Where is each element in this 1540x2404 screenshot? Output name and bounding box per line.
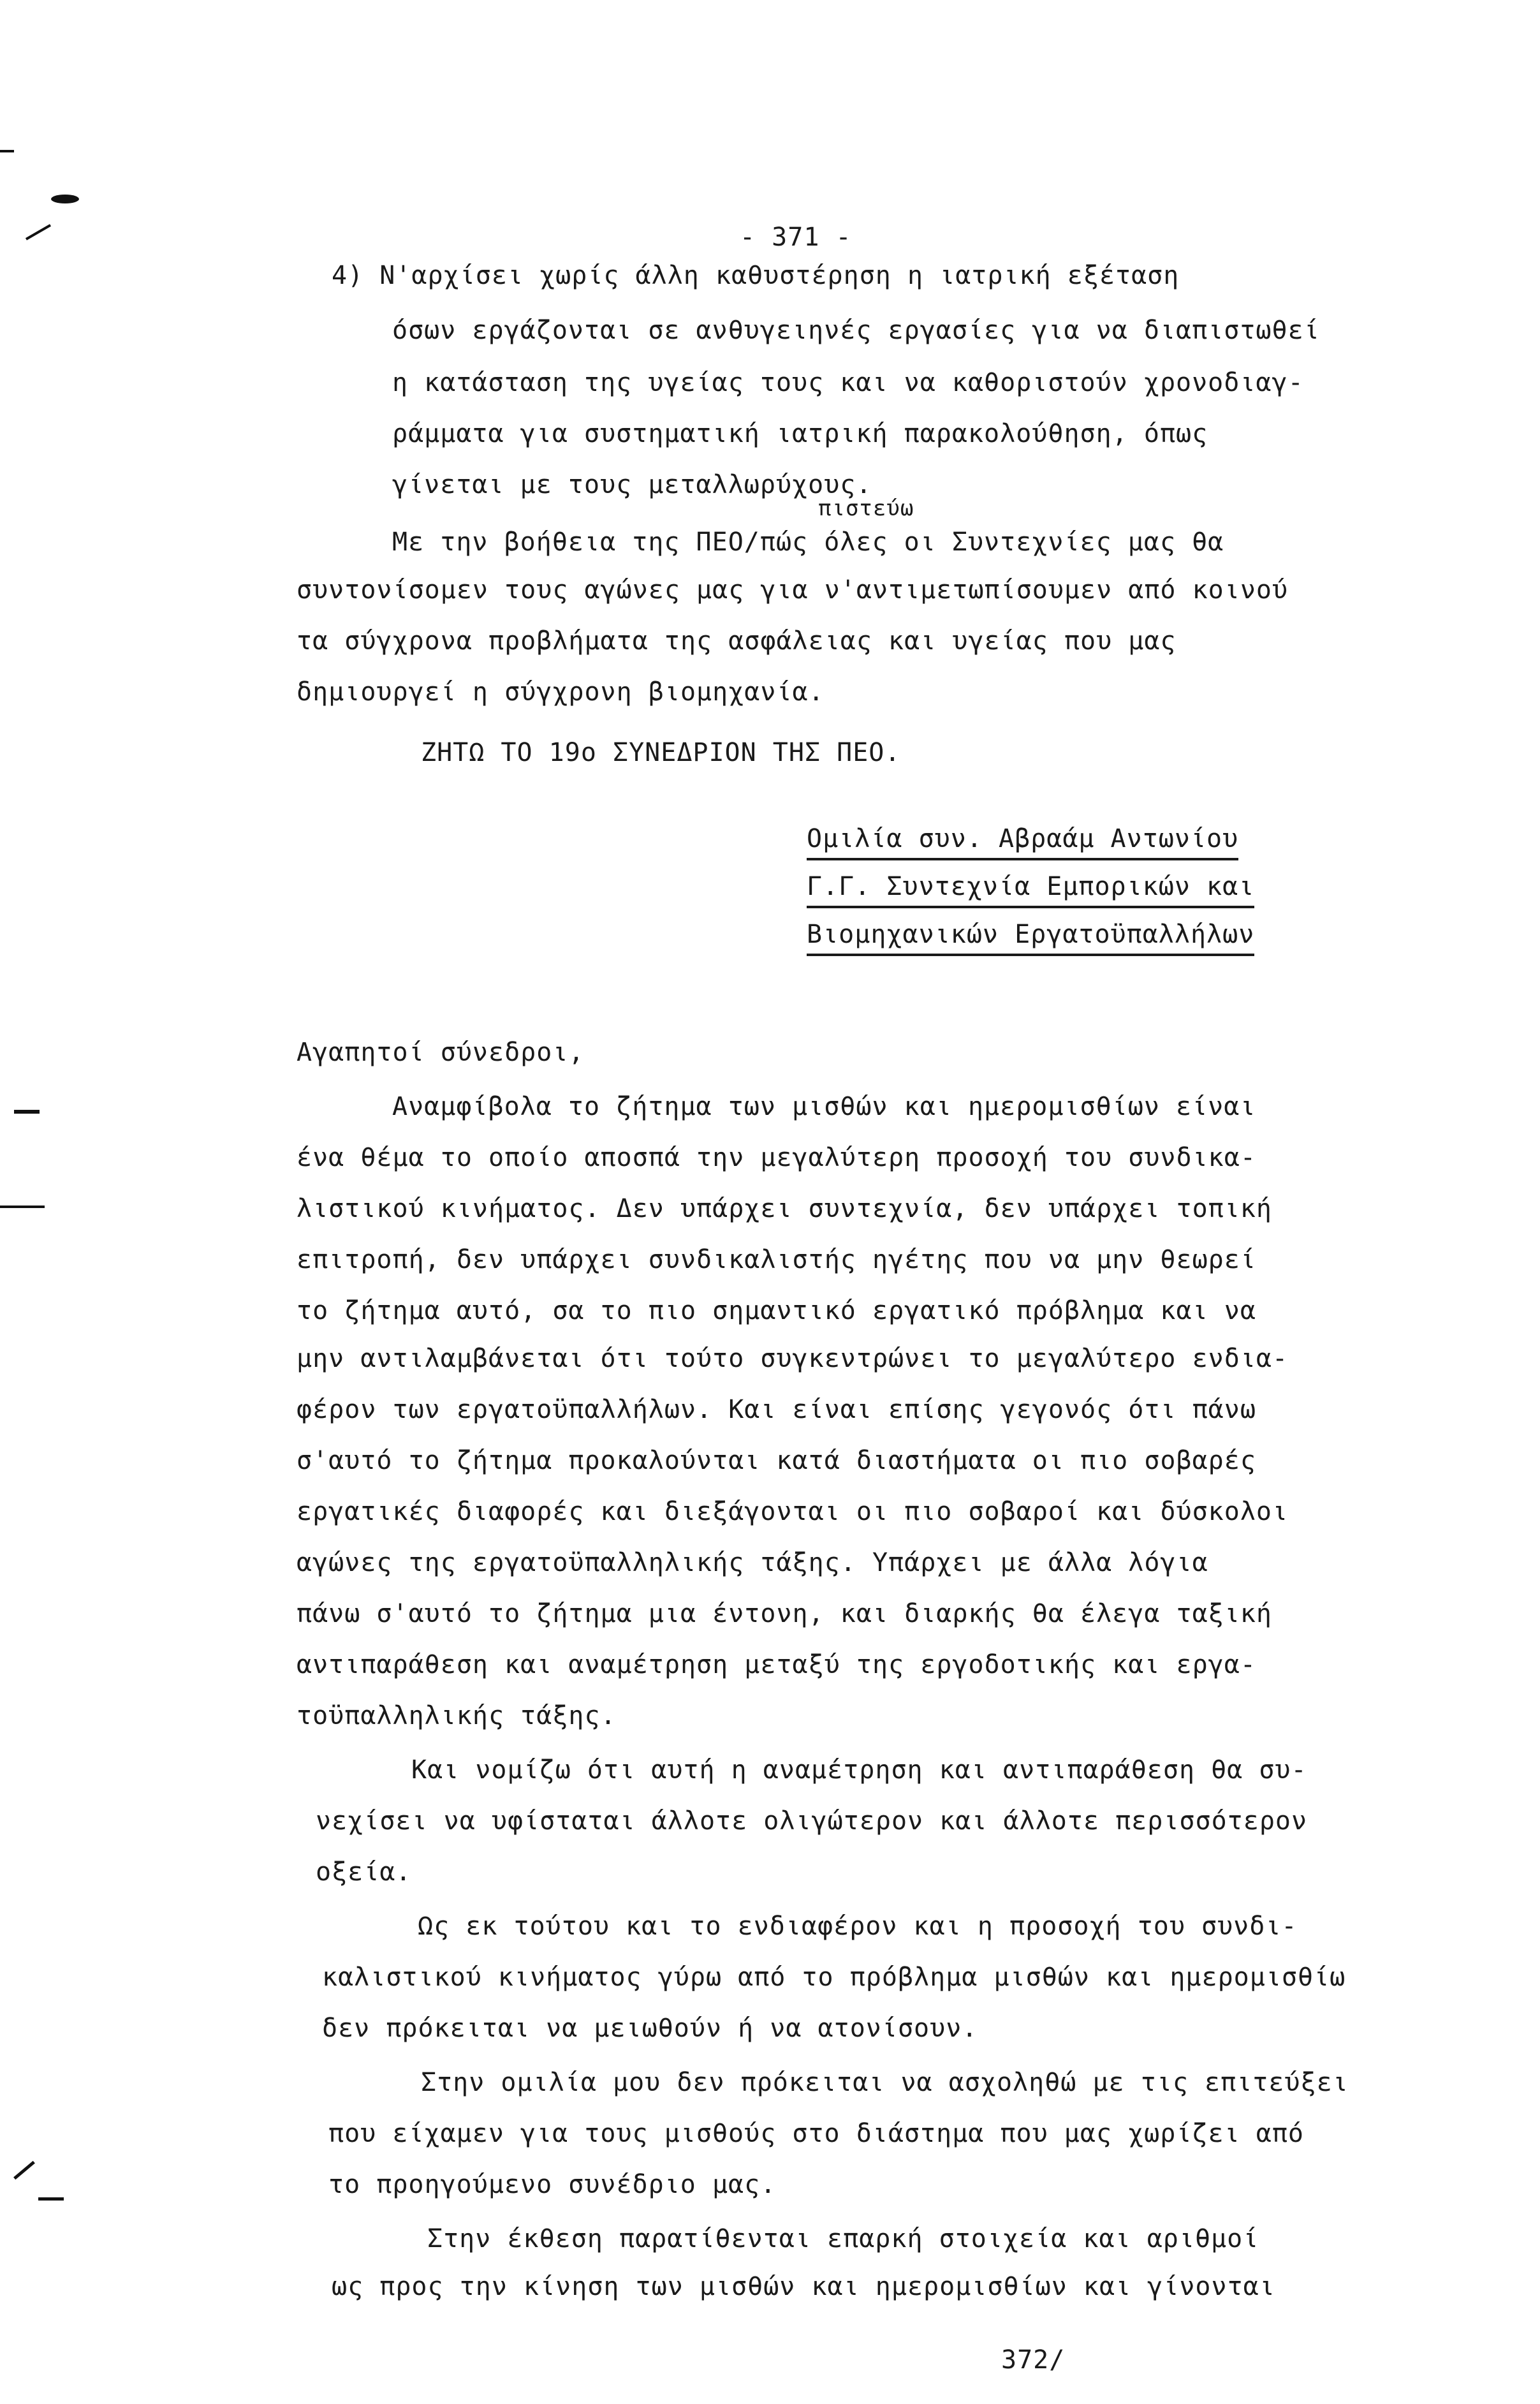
para3-line-2: καλιστικού κινήματος γύρω από το πρόβλημα μισθών και ημερομισθίω: [322, 1963, 1346, 1992]
para1-line-5: το ζήτημα αυτό, σα το πιο σημαντικό εργατικό πρόβλημα και να: [297, 1296, 1256, 1325]
continuation-marker: 372/: [1001, 2345, 1066, 2375]
para1-line-8: σ'αυτό το ζήτημα προκαλούνται κατά διαστήματα οι πιο σοβαρές: [297, 1446, 1256, 1475]
margin-mark: [0, 1206, 45, 1208]
para1-line-1: Αναμφίβολα το ζήτημα των μισθών και ημερομισθίων είναι: [392, 1092, 1256, 1121]
para1-line-7: φέρον των εργατοϋπαλλήλων. Και είναι επίσης γεγονός ότι πάνω: [297, 1395, 1256, 1424]
section-4-line-1: 4) Ν'αρχίσει χωρίς άλλη καθυστέρηση η ιατρική εξέταση: [332, 261, 1180, 290]
margin-mark: [13, 2161, 35, 2180]
closing-line-2: συντονίσομεν τους αγώνες μας για ν'αντιμετωπίσουμεν από κοινού: [297, 575, 1289, 605]
para2-line-2: νεχίσει να υφίσταται άλλοτε ολιγώτερον και άλλοτε περισσότερον: [316, 1806, 1308, 1836]
para1-line-13: τοϋπαλληλικής τάξης.: [297, 1701, 617, 1730]
para1-line-2: ένα θέμα το οποίο αποσπά την μεγαλύτερη προσοχή του συνδικα-: [297, 1143, 1256, 1172]
margin-mark: [14, 1110, 40, 1114]
section-4-line-2: όσων εργάζονται σε ανθυγειηνές εργασίες για να διαπιστωθεί: [392, 316, 1320, 345]
para1-line-3: λιστικού κινήματος. Δεν υπάρχει συντεχνία, δεν υπάρχει τοπική: [297, 1194, 1273, 1223]
para1-line-6: μην αντιλαμβάνεται ότι τούτο συγκεντρώνει το μεγαλύτερο ενδια-: [297, 1344, 1289, 1373]
salutation: Αγαπητοί σύνεδροι,: [297, 1038, 585, 1067]
para4-line-1: Στην ομιλία μου δεν πρόκειται να ασχοληθώ με τις επιτεύξει: [421, 2068, 1349, 2097]
speaker-line-1: Ομιλία συν. Αβραάμ Αντωνίου: [807, 826, 1238, 860]
para2-line-1: Και νομίζω ότι αυτή η αναμέτρηση και αντιπαράθεση θα συ-: [411, 1755, 1307, 1785]
page-number: - 371 -: [740, 223, 852, 252]
margin-mark: [26, 224, 51, 240]
closing-line-1: Με την βοήθεια της ΠΕΟ/πώς όλες οι Συντεχνίες μας θα: [392, 527, 1224, 557]
para5-line-1: Στην έκθεση παρατίθενται επαρκή στοιχεία και αριθμοί: [427, 2224, 1259, 2253]
margin-mark: [38, 2197, 64, 2201]
section-4-line-3: η κατάσταση της υγείας τους και να καθοριστούν χρονοδιαγ-: [392, 368, 1304, 397]
para5-line-2: ως προς την κίνηση των μισθών και ημερομισθίων και γίνονται: [332, 2272, 1275, 2301]
para3-line-1: Ως εκ τούτου και το ενδιαφέρον και η προσοχή του συνδι-: [418, 1912, 1298, 1941]
para1-line-9: εργατικές διαφορές και διεξάγονται οι πιο σοβαροί και δύσκολοι: [297, 1497, 1289, 1526]
closing-line-3: τα σύγχρονα προβλήματα της ασφάλειας και υγείας που μας: [297, 626, 1177, 656]
para1-line-11: πάνω σ'αυτό το ζήτημα μια έντονη, και διαρκής θα έλεγα ταξική: [297, 1599, 1273, 1628]
margin-mark: [0, 150, 14, 152]
para2-line-3: οξεία.: [316, 1857, 412, 1887]
margin-mark: [51, 195, 79, 203]
closing-line-4: δημιουργεί η σύγχρονη βιομηχανία.: [297, 677, 825, 707]
para3-line-3: δεν πρόκειται να μειωθούν ή να ατονίσουν.: [322, 2014, 978, 2043]
para1-line-10: αγώνες της εργατοϋπαλληλικής τάξης. Υπάρχει με άλλα λόγια: [297, 1548, 1208, 1577]
insertion-word: πιστεύω: [818, 496, 914, 521]
slogan: ΖΗΤΩ ΤΟ 19ο ΣΥΝΕΔΡΙΟΝ ΤΗΣ ΠΕΟ.: [421, 738, 901, 767]
section-4-line-5: γίνεται με τους μεταλλωρύχους.: [392, 470, 872, 499]
section-4-line-4: ράμματα για συστηματική ιατρική παρακολούθηση, όπως: [392, 419, 1208, 448]
speaker-line-3: Βιομηχανικών Εργατοϋπαλλήλων: [807, 922, 1254, 956]
para4-line-3: το προηγούμενο συνέδριο μας.: [328, 2170, 777, 2199]
speaker-line-2: Γ.Γ. Συντεχνία Εμπορικών και: [807, 874, 1254, 908]
para1-line-4: επιτροπή, δεν υπάρχει συνδικαλιστής ηγέτης που να μην θεωρεί: [297, 1245, 1256, 1274]
para4-line-2: που είχαμεν για τους μισθούς στο διάστημα που μας χωρίζει από: [328, 2119, 1305, 2148]
para1-line-12: αντιπαράθεση και αναμέτρηση μεταξύ της εργοδοτικής και εργα-: [297, 1650, 1256, 1679]
